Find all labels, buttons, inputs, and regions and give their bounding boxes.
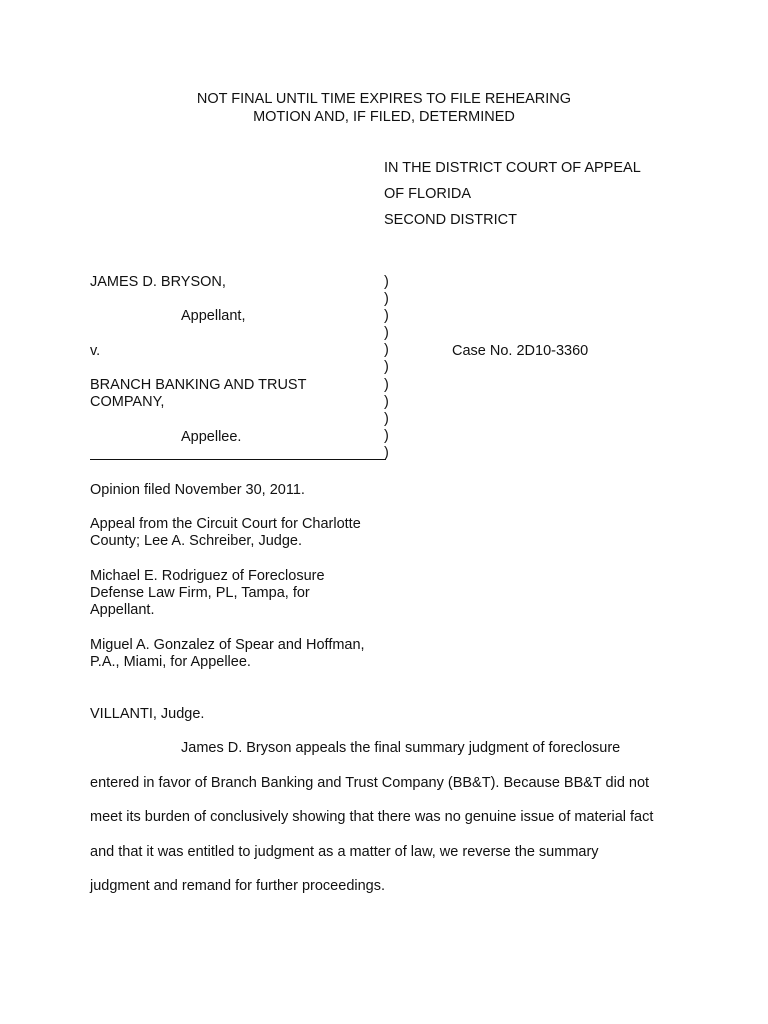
case-number: Case No. 2D10-3360 [452,343,589,359]
court-name-line-1: IN THE DISTRICT COURT OF APPEAL [384,160,641,176]
appellant-role: Appellant, [181,308,246,324]
appellee-counsel-line-1: Miguel A. Gonzalez of Spear and Hoffman, [90,637,365,653]
caption-parentheses [384,274,396,462]
court-name-line-2: OF FLORIDA [384,186,472,202]
caption-paren: ) [384,325,389,342]
caption-divider [90,459,386,460]
caption-paren: ) [384,444,389,461]
caption-paren: ) [384,308,389,325]
appellee-name-line-2: COMPANY, [90,394,165,410]
caption-paren: ) [384,291,389,308]
appeal-from-line-1: Appeal from the Circuit Court for Charlotte [90,516,361,532]
court-name-line-3: SECOND DISTRICT [384,212,517,228]
opinion-filed-date: Opinion filed November 30, 2011. [90,482,305,498]
opinion-paragraph-line: entered in favor of Branch Banking and Trust Company (BB&T). Because BB&T did not [90,775,650,791]
appellee-counsel-line-2: P.A., Miami, for Appellee. [90,654,251,670]
appellee-role: Appellee. [181,429,242,445]
caption-paren: ) [384,274,389,290]
appellant-counsel-line-2: Defense Law Firm, PL, Tampa, for [90,585,310,601]
appeal-from-line-2: County; Lee A. Schreiber, Judge. [90,533,302,549]
versus: v. [90,343,101,359]
opinion-paragraph-line: meet its burden of conclusively showing that there was no genuine issue of material fact [90,809,654,825]
caption-paren: ) [384,427,389,444]
authoring-judge: VILLANTI, Judge. [90,706,205,722]
caption-paren: ) [384,410,389,427]
appellant-counsel-line-1: Michael E. Rodriguez of Foreclosure [90,568,325,584]
appellee-name-line-1: BRANCH BANKING AND TRUST [90,377,307,393]
appellant-name: JAMES D. BRYSON, [90,274,226,290]
caption-paren: ) [384,342,389,359]
appellant-counsel-line-3: Appellant. [90,602,155,618]
opinion-paragraph-line: and that it was entitled to judgment as a matter of law, we reverse the summary [90,844,599,860]
caption-paren: ) [384,359,389,376]
rehearing-notice-line-2: MOTION AND, IF FILED, DETERMINED [253,109,515,125]
rehearing-notice-line-1: NOT FINAL UNTIL TIME EXPIRES TO FILE REHEARING [196,91,572,107]
opinion-paragraph-line: James D. Bryson appeals the final summary judgment of foreclosure [181,740,621,756]
opinion-paragraph-line: judgment and remand for further proceedings. [90,878,386,894]
caption-paren: ) [384,376,389,393]
caption-paren: ) [384,393,389,410]
